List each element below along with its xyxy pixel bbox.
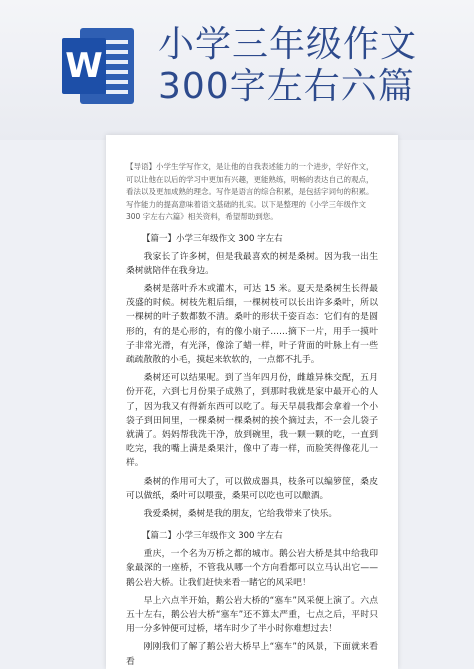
section-heading: 【篇二】小学三年级作文 300 字左右 bbox=[142, 531, 283, 542]
document-page bbox=[106, 135, 398, 669]
word-icon-line bbox=[106, 60, 128, 64]
header-banner bbox=[0, 0, 474, 140]
word-icon-line bbox=[106, 90, 128, 94]
word-icon-letter: W bbox=[62, 38, 106, 94]
page-title: 小学三年级作文300字左右六篇 bbox=[158, 24, 418, 107]
paragraph: 桑树是落叶乔木或灌木，可达 15 米。夏天是桑树生长得最茂盛的时候。树枝先粗后细，一棵树枝可以长出许多桑叶，所以一棵树的叶子数都数不清。桑叶的形状千姿百态：它们有的是圆形的，有的是心形的，有的像小扇子……摘下一片，用手一摸叶子非常光滑，有光泽，像涂了蜡一样，叶子背面的叶脉上有一些疏疏散散的小毛，摸起来软软的，一点都不扎手。 bbox=[126, 283, 378, 365]
paragraph: 刚刚我们了解了鹅公岩大桥早上“塞车”的风景，下面就来看看 bbox=[126, 642, 378, 667]
document-guide: 【导语】小学生学写作文，是让他的自我表述能力的一个进步，学好作文，可以让他在以后的学习中更加有兴趣，更能熟练，明畅的表达自己的观点，看法以及更加成熟的理念。写作是语言的综合积累，是包括字词句的积累。写作能力的提高意味着语文基础的扎实。以下是整理的《小学三年级作文 300 字左右六篇》相关资料，希望帮助到您。 bbox=[126, 162, 374, 221]
section-heading: 【篇一】小学三年级作文 300 字左右 bbox=[142, 233, 283, 244]
word-icon bbox=[62, 28, 134, 104]
paragraph: 桑树还可以结果呢。到了当年四月份，雌雄异株交配，五月份开花，六到七月份果子成熟了，到那时我就是家中最开心的人了，因为我又有得新东西可以吃了。每天早晨我都会拿着一个小袋子到田间里，一棵桑树一棵桑树的挨个摘过去，不一会儿袋子就满了。妈妈帮我洗干净，放到碗里，我一颗一颗的吃，一直到吃完，我的嘴上满是桑果汁，像中了毒一样，而脸笑得像花儿一样。 bbox=[126, 373, 378, 469]
word-icon-line bbox=[106, 40, 128, 44]
paragraph: 早上六点半开始，鹅公岩大桥的“塞车”风采便上演了。六点五十左右，鹅公岩大桥“塞车”还不算太严重，七点之后，平时只用一分多钟便可过桥，堵车时少了半小时你难想过去！ bbox=[126, 595, 378, 635]
word-icon-line bbox=[106, 50, 128, 54]
paragraph: 桑树的作用可大了，可以做成器具，枝条可以编箩筐，桑皮可以做纸，桑叶可以喂蚕，桑果可以吃也可以酿酒。 bbox=[126, 476, 378, 501]
word-icon-line bbox=[106, 80, 128, 84]
paragraph: 我家长了许多树，但是我最喜欢的树是桑树。因为我一出生桑树就陪伴在我身边。 bbox=[126, 251, 378, 276]
word-icon-line bbox=[106, 70, 128, 74]
paragraph: 重庆，一个名为万桥之都的城市。鹅公岩大桥是其中给我印象最深的一座桥，不管我从哪一个方向看都可以立马认出它——鹅公岩大桥。让我们赶快来看一睹它的风采吧！ bbox=[126, 549, 378, 588]
paragraph: 我爱桑树，桑树是我的朋友，它给我带来了快乐。 bbox=[143, 508, 338, 519]
